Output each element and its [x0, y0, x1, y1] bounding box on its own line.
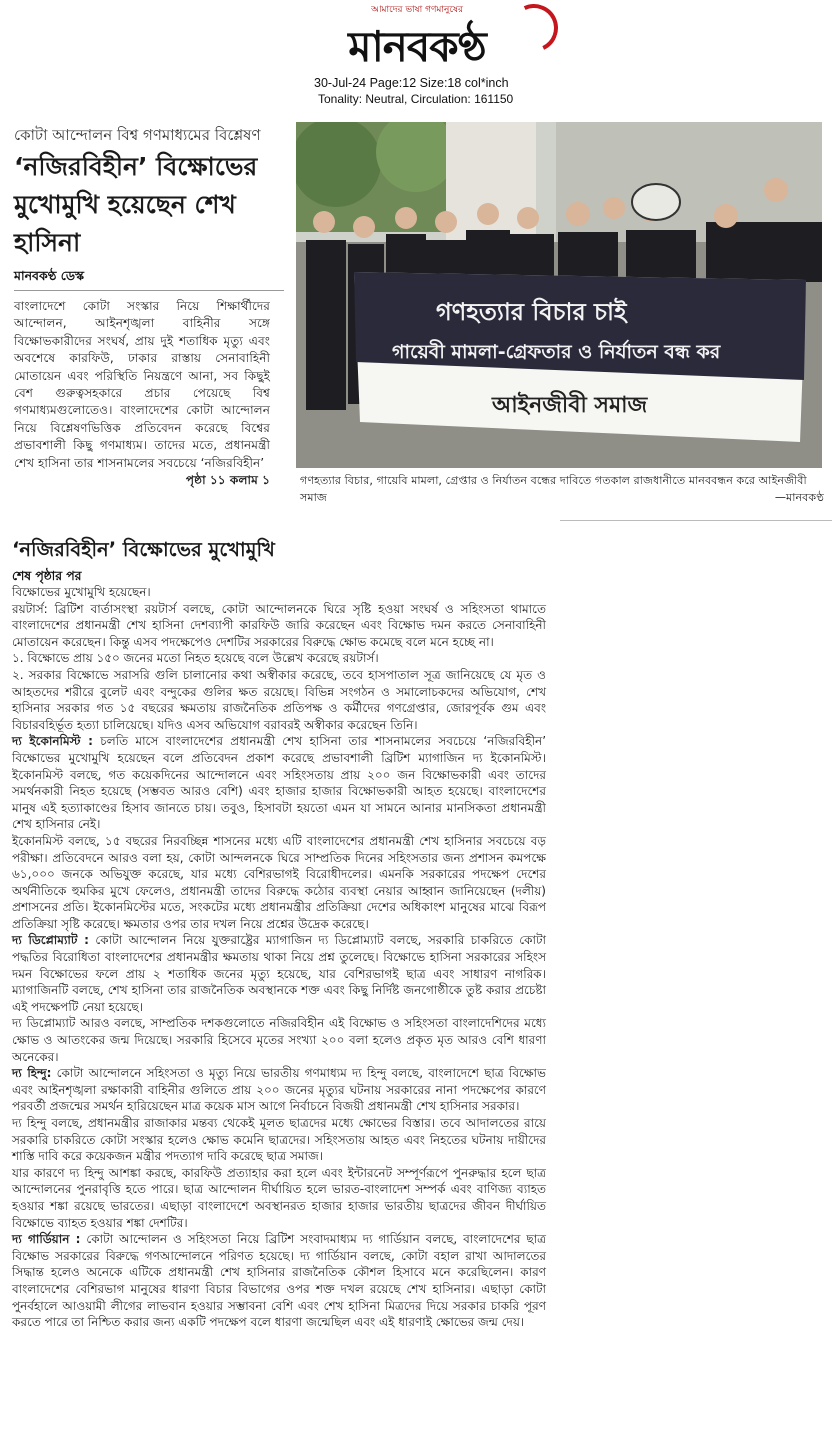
banner-line-1: গণহত্যার বিচার চাই: [436, 298, 627, 326]
article-lead: [14, 298, 270, 489]
clip-meta-date-page: 30-Jul-24 Page:12 Size:18 col*inch: [314, 76, 509, 90]
body-paragraph: [12, 1115, 546, 1165]
body-paragraph: [12, 1015, 546, 1065]
banner-line-3: আইনজীবী সমাজ: [492, 393, 648, 418]
photo-caption: [300, 472, 824, 506]
masthead-tagline: আমাদের ভাষা গণমানুষের: [371, 5, 463, 15]
paragraph-text: ইকোনমিস্ট বলছে, ১৫ বছরের নিরবচ্ছিন্ন শাসনের মধ্যে এটি বাংলাদেশের প্রধানমন্ত্রী শেখ হাসিনার সবচেয়ে বড় পরীক্ষা। প্রতিবেদনে আরও বলা হয়, কোটা আন্দলনকে ঘিরে সাম্প্রতিক দিনের সহিংসতার জন্য প্রশাসন কমপক্ষে ৬১,০০০ জনকে অভিযুক্ত করেছে, যার মধ্যে বেশিরভাগই বিরোধীদলের। এমনকি সরকারের পদক্ষেপ দেশের অর্থনীতিকে হুমকির মুখে ফেলেও, প্রধানমন্ত্রী তাদের বিরুদ্ধে কঠোর ব্যবস্থা নেয়ার আহ্বান জানিয়েছেন (দলীয়) প্রশাসনের প্রতি। ইকোনমিস্টের মতে, সংকটের মধ্যে প্রধানমন্ত্রীর প্রতিক্রিয়া দেশের অধিকাংশ মানুষের মাঝে বিরূপ প্রতিক্রিয়া সৃষ্টি করেছে। ক্ষমতার ওপর তার দখল নিয়ে প্রশ্নের উদ্রেক করেছে।: [12, 833, 546, 931]
body-paragraph: [12, 1231, 546, 1331]
protest-photo-illustration: [296, 122, 822, 468]
source-label: দ্য ডিপ্লোম্যাট :: [12, 933, 89, 948]
clip-meta-tonality: Tonality: Neutral, Circulation: 161150: [318, 92, 514, 106]
body-paragraph: [12, 667, 546, 733]
paragraph-text: ১. বিক্ষোভে প্রায় ১৫০ জনের মতো নিহত হয়েছে বলে উল্লেখ করেছে রয়টার্স।: [12, 651, 379, 666]
body-paragraph: [12, 833, 546, 933]
jump-reference: পৃষ্ঠা ১১ কলাম ১: [185, 473, 270, 488]
paragraph-text: কোটা আন্দোলন নিয়ে যুক্তরাষ্ট্রের ম্যাগাজিন দ্য ডিপ্লোম্যাট বলছে, সরকারি চাকরিতে কোটা পদ্ধতির বিরোধিতা বাংলাদেশের প্রধানমন্ত্রীর ক্ষমতায় থাকা নিয়ে প্রশ্ন তুলেছে। বিক্ষোভে হাসিনা সরকারের সহিংস দমন বিক্ষোভের ফলে প্রায় ২ শতাধিক জনের মৃত্যু হয়েছে, যার বেশিরভাগই ছাত্র এবং সাধারণ নাগরিক। ম্যাগাজিনটি বলছে, শেখ হাসিনা তার রাজনৈতিক অবস্থানকে শক্ত এবং কিছু নির্দিষ্ট জনগোষ্ঠীকে তুষ্ট করার প্রচেষ্টা এই পদক্ষেপটি নেয়া হয়েছে।: [12, 933, 547, 1014]
banner-line-2: গায়েবী মামলা-গ্রেফতার ও নির্যাতন বন্ধ কর: [392, 341, 721, 363]
paragraph-text: রয়টার্স: ব্রিটিশ বার্তাসংস্থা রয়টার্স বলছে, কোটা আন্দোলনকে ঘিরে সৃষ্টি হওয়া সংঘর্ষ ও সহিংসতা থামাতে বাংলাদেশের প্রধানমন্ত্রী শেখ হাসিনা দেশব্যাপী কারফিউ জারি করেছেন এবং বিক্ষোভ দমন করতে সেনাবাহিনী মোতায়েন করেছেন। কিন্তু এসব পদক্ষেপেও দেশটির সরকারের বিরুদ্ধে ক্ষোভ কমেছে বলে মনে হচ্ছে না।: [12, 601, 546, 649]
continuation-body: [12, 584, 546, 1331]
body-paragraph: [12, 1065, 546, 1115]
body-paragraph: [12, 1165, 546, 1231]
paragraph-text: ২. সরকার বিক্ষোভে সরাসরি গুলি চালানোর কথা অস্বীকার করেছে, তবে হাসপাতাল সূত্র জানিয়েছে যে মৃত ও আহতদের শরীরে বুলেট এবং বন্দুকের গুলির ক্ষত রয়েছে। বিভিন্ন সংগঠন ও সমালোচকদের অভিযোগ, শেখ হাসিনার সরকার গত ১৫ বছরের ক্ষমতায় রাজনৈতিক প্রতিপক্ষ ও কর্মীদের গণগ্রেপ্তার, জোরপূর্বক গুম এবং বিচারবহির্ভূত হত্যা চালিয়েছে। যদিও এসব অভিযোগ বরাবরই অস্বীকার করেছেন তিনি।: [12, 667, 546, 732]
paragraph-text: বিক্ষোভের মুখোমুখি হয়েছেন।: [12, 585, 151, 599]
photo-caption-text: গণহত্যার বিচার, গায়েবি মামলা, গ্রেপ্তার ও নির্যাতন বন্ধের দাবিতে গতকাল রাজধানীতে মানববন্ধন করে আইনজীবী সমাজ: [300, 474, 807, 504]
article-headline: ‘নজিরবিহীন’ বিক্ষোভের মুখোমুখি হয়েছেন শেখ হাসিনা: [14, 152, 258, 257]
paragraph-text: দ্য ডিপ্লোম্যাট আরও বলছে, সাম্প্রতিক দশকগুলোতে নজিরবিহীন এই বিক্ষোভ ও সহিংসতা বাংলাদেশিদের মধ্যে ক্ষোভ ও আতংকের জন্ম দিয়েছে। সরকারি হিসেবে মৃতের সংখ্যা ২০০ বলা হলেও প্রকৃত মৃত আরও বেশি ধারণা অনেকের।: [12, 1016, 546, 1064]
paragraph-text: চলতি মাসে বাংলাদেশের প্রধানমন্ত্রী শেখ হাসিনা তার শাসনামলের সবচেয়ে ‘নজিরবিহীন’ বিক্ষোভের মুখোমুখি হয়েছেন বলে প্রতিবেদন প্রকাশ করেছে প্রভাবশালী ব্রিটিশ ম্যাগাজিন দ্য ইকোনমিস্ট। ইকোনমিস্ট বলছে, গত কয়েকদিনের আন্দোলনে এবং সহিংসতায় প্রায় ২০০ জন বিক্ষোভকারী এবং তাদের সমর্থনকারী নিহত হয়েছে (সম্ভবত আরও বেশি) এবং হাজার হাজার বিক্ষোভকারী আহত হয়েছে। বাংলাদেশের মানুষ এই হত্যাকাণ্ডের হিসাব জানতে চায়। তবুও, হিসাবটা হয়তো এমন যা সামনে আনার মানসিকতা প্রধানমন্ত্রী শেখ হাসিনার নেই।: [12, 734, 547, 832]
body-paragraph: [12, 584, 546, 601]
body-paragraph: [12, 932, 546, 1015]
body-paragraph: [12, 601, 546, 651]
paragraph-text: কোটা আন্দোলন ও সহিংসতা নিয়ে ব্রিটিশ সংবাদমাধ্যম দ্য গার্ডিয়ান বলছে, বাংলাদেশের ছাত্র বিক্ষোভ সরকারের বিরুদ্ধে গণআন্দোলনে পরিণত হয়েছে। দ্য গার্ডিয়ান বলছে, কোটা বহাল রাখা আদালতের সিদ্ধান্ত হলেও অনেকে এটিকে প্রধানমন্ত্রী শেখ হাসিনার রাজনৈতিক কৌশল হিসাবে মনে করেছিলেন। কারণ বাংলাদেশের বেশিরভাগ মানুষের ধারণা বিচার বিভাগের ওপর শক্ত দখল রয়েছে শেখ হাসিনার। এছাড়া কোটা পুনর্বহালে আওয়ামী লীগের লাভবান হওয়ার সম্ভাবনা বেশি এবং শেখ হাসিনা মিত্রদের দিয়ে সরকার চাকরি পূরণ করতে পারে তা নিশ্চিত করার জন্য একটি পদক্ষেপ বলে ধারণা জন্মেছিল এবং এই ধারণাই ক্ষোভের জন্ম দেয়।: [12, 1232, 546, 1330]
body-paragraph: [12, 650, 546, 667]
lead-text: বাংলাদেশে কোটা সংস্কার নিয়ে শিক্ষার্থীদের আন্দোলন, আইনশৃঙ্খলা বাহিনীর সঙ্গে বিক্ষোভকারীদের সংঘর্ষ, প্রায় দুই শতাধিক মৃত্যু এবং অবশেষে কারফিউ, ঢাকার রাস্তায় সেনাবাহিনী মোতায়েন এবং পরিস্থিতি নিয়ন্ত্রণে আনা, সব কিছুই বেশ গুরুত্বসহকারে প্রচার পেয়েছে বিশ্ব গণমাধ্যমগুলোতেও। বাংলাদেশের কোটা আন্দোলন নিয়ে বিশ্লেষণভিত্তিক প্রতিবেদন করেছে বিশ্বের প্রভাবশালী কিছু গণমাধ্যম। তাদের মতে, প্রধানমন্ত্রী শেখ হাসিনা তার শাসনামলের সবচেয়ে ‘নজিরবিহীন’: [14, 299, 270, 470]
source-label: দ্য ইকোনমিস্ট :: [12, 734, 93, 749]
body-paragraph: [12, 733, 546, 833]
news-photo: [296, 122, 822, 468]
paragraph-text: দ্য হিন্দু বলছে, প্রধানমন্ত্রীর রাজাকার মন্তব্য থেকেই মূলত ছাত্রদের মধ্যে ক্ষোভের বিস্তার। তবে আদালতের রায়ে সরকারি চাকরিতে কোটা সংস্কার হলেও ক্ষোভ কমেনি ছাত্রদের। সহিংসতায় আহত এবং নিহতের ঘটনায় দায়ীদের শাস্তি দাবি করে কয়েকজন মন্ত্রীর পদত্যাগ দাবি করেছে ছাত্র সমাজ।: [12, 1116, 546, 1164]
continued-from-label: শেষ পৃষ্ঠার পর: [12, 569, 82, 583]
section-separator: [560, 520, 832, 521]
masthead: [0, 0, 832, 112]
article-kicker: কোটা আন্দোলন বিশ্ব গণমাধ্যমের বিশ্লেষণ: [14, 126, 261, 144]
photo-credit: —মানবকণ্ঠ: [774, 491, 824, 504]
source-label: দ্য হিন্দু:: [12, 1066, 52, 1081]
paragraph-text: কোটা আন্দোলনে সহিংসতা ও মৃত্যু নিয়ে ভারতীয় গণমাধ্যম দ্য হিন্দু বলছে, বাংলাদেশে ছাত্র বিক্ষোভ এবং আইনশৃঙ্খলা রক্ষাকারী বাহিনীর গুলিতে প্রায় ২০০ জনের মৃত্যুর ঘটনায় সরকারের নানা পদক্ষেপের কারণে পরবর্তী প্রজন্মের সমর্থন হারিয়েছেন মাত্র কয়েক মাস আগে নির্বাচনে বিজয়ী প্রধানমন্ত্রী শেখ হাসিনার সরকার।: [12, 1066, 546, 1114]
paragraph-text: যার কারণে দ্য হিন্দু আশঙ্কা করছে, কারফিউ প্রত্যাহার করা হলে এবং ইন্টারনেট সম্পূর্ণরূপে পুনরুদ্ধার হলে ছাত্র আন্দোলনের পুনরাবৃত্তি হতে পারে। ছাত্র আন্দোলন দীর্ঘায়িত হলে ভারত-বাংলাদেশ সম্পর্ক এবং বাণিজ্য ব্যাহত হওয়ার শঙ্কা রয়েছে ভারতের। এছাড়া বাংলাদেশে অবস্থানরত হাজার হাজার ভারতীয় ছাত্রদের জীবন দীর্ঘায়িত বিক্ষোভে ব্যাহত হওয়ার শঙ্কা দেশটির।: [12, 1165, 546, 1230]
newspaper-logo: মানবকণ্ঠ: [348, 22, 486, 71]
continuation-heading: ‘নজিরবিহীন’ বিক্ষোভের মুখোমুখি: [12, 538, 275, 561]
byline-divider: [14, 290, 284, 291]
byline-desk: মানবকণ্ঠ ডেস্ক: [14, 268, 85, 283]
source-label: দ্য গার্ডিয়ান :: [12, 1232, 81, 1247]
